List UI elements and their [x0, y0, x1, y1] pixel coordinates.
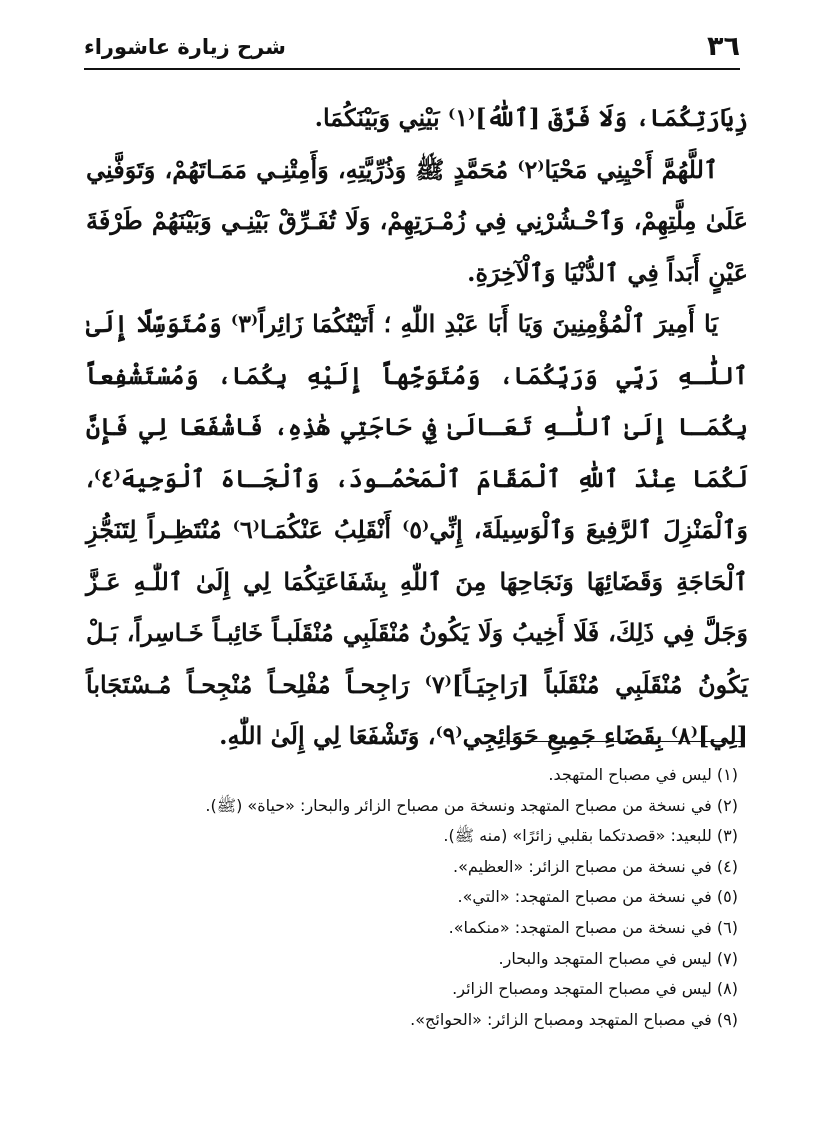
page-header [84, 26, 740, 66]
paragraph-1: زِيَارَتِكُمَا، وَلَا فَرَّقَ [ٱللّٰهُ]⁽١⁾ بَيْنِي وَبَيْنَكُمَا. [314, 103, 748, 132]
footnote-2: (٢) في نسخة من مصباح المتهجد ونسخة من مصباح الزائر والبحار: «حياة» (ﷺ). [205, 795, 738, 815]
footnote-7: (٧) ليس في مصباح المتهجد والبحار. [498, 948, 738, 968]
footnote-8: (٨) ليس في مصباح المتهجد ومصباح الزائر. [452, 979, 738, 999]
paragraph-3: يَا أَمِيرَ ٱلْمُؤْمِنِينَ وَيَا أَبَا عَبْدِ اللّٰهِ ؛ أَتَيْتُكُمَا زَائِراً⁽٣⁾ وَمُتَوَسِّلًا إِلَىٰ ٱللّٰـهِ رَبِّي وَرَبِّكُمَا، وَمُتَوَجِّهاً إِلَيْهِ بِكُمَا، وَمُسْتَشْفِعاً بِكُمَـا إِلَىٰ ٱللّٰـهِ تَعَـالَىٰ فِي حَاجَتِي هَٰذِهِ، فَاشْفَعَا لِي فَإِنَّ لَكُمَا عِنْدَ ٱللّٰهِ ٱلْمَقَامَ ٱلْمَحْمُـودَ، وَٱلْجَـاهَ ٱلْوَجِيهَ⁽٤⁾، وَٱلْمَنْزِلَ ٱلرَّفِيعَ وَٱلْوَسِيلَةَ، إِنِّي⁽٥⁾ أَنْقَلِبُ عَنْكُمَـا⁽٦⁾ مُنْتَظِـراً لِتَنَجُّزِ ٱلْحَاجَةِ وَقَضَائِهَا وَنَجَاحِهَا مِنَ ٱللّٰهِ بِشَفَاعَتِكُمَا لِي إِلَىٰ ٱللّٰـهِ عَـزَّ وَجَلَّ فِي ذَلِكَ، فَلَا أَخِيبُ وَلَا يَكُونُ مُنْقَلَبِي مُنْقَلَبـاً خَائِبـاً خَـاسِراً، بَـلْ يَكُونُ مُنْقَلَبِي مُنْقَلَباً [رَاجِيَـاً]⁽٧⁾ رَاجِحـاً مُفْلِحـاً مُنْجِحـاً مُـسْتَجَاباً [لِي]⁽٨⁾ بِقَضَاءِ جَمِيعِ حَوَائِجِي⁽٩⁾، وَتَشْفَعَا لِي إِلَىٰ اللّٰهِ. [86, 309, 749, 750]
footnote-9: (٩) في مصباح المتهجد ومصباح الزائر: «الحوائج». [410, 1009, 738, 1029]
paragraph-2: ٱللَّهُمَّ أَحْيِنِي مَحْيَا⁽٢⁾ مُحَمَّدٍ ﷺ وَذُرِّيَّتِهِ، وَأَمِتْنِـي مَمَـاتَهُمْ، وَتَوَفَّنِي عَلَىٰ مِلَّتِهِمْ، وَٱحْـشُرْنِي فِي زُمْـرَتِهِمْ، وَلَا تُفَـرِّقْ بَيْنِـي وَبَيْنَهُمْ طَرْفَةَ عَيْنٍ أَبَداً فِي ٱلدُّنْيَا وَٱلْآخِرَةِ. [86, 154, 748, 287]
footnote-separator [488, 741, 742, 742]
footnote-4: (٤) في نسخة من مصباح الزائر: «العظيم». [452, 856, 738, 876]
page-number: ٣٦ [707, 31, 740, 62]
footnote-1: (١) ليس في مصباح المتهجد. [548, 765, 738, 784]
footnote-3: (٣) للبعيد: «قصدتكما بقلبي زائرًا» (منه ﷺ). [443, 826, 738, 846]
footnotes [90, 760, 738, 1035]
running-title: شرح زيارة عاشوراء [84, 35, 286, 59]
main-text [86, 92, 748, 762]
footnote-5: (٥) في نسخة من مصباح المتهجد: «التي». [457, 887, 738, 907]
footnote-6: (٦) في نسخة من مصباح المتهجد: «منكما». [448, 917, 738, 937]
header-rule [84, 68, 740, 70]
